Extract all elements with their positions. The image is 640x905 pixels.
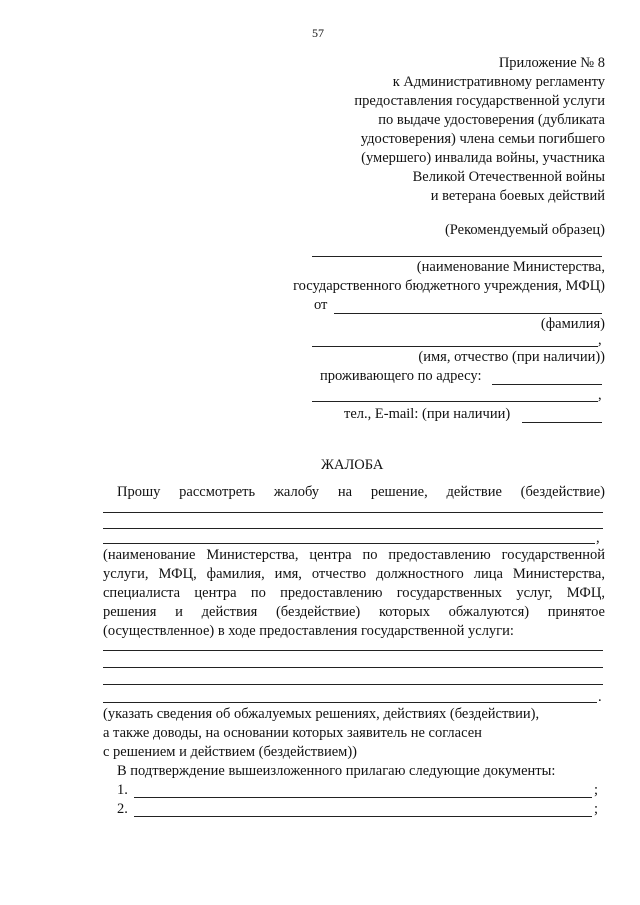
- hint-line: специалиста центра по предоставлению государственных услуг, МФЦ,: [103, 585, 605, 601]
- attachment-line[interactable]: [134, 797, 592, 798]
- action-line-4[interactable]: [103, 702, 597, 703]
- appendix-line: по выдаче удостоверения (дубликата: [378, 112, 605, 128]
- hint-line: услуги, МФЦ, фамилия, имя, отчество должностного лица Министерства,: [103, 566, 605, 582]
- document-title: ЖАЛОБА: [321, 457, 384, 473]
- name-line[interactable]: [312, 346, 598, 347]
- address-line-2[interactable]: [312, 401, 598, 402]
- body-comma: ,: [596, 530, 600, 546]
- hint-org-2: государственного бюджетного учреждения, МФЦ): [293, 278, 605, 294]
- appendix-line: Приложение № 8: [498, 55, 605, 71]
- action-line-2[interactable]: [103, 667, 603, 668]
- body-line-1[interactable]: [103, 512, 603, 513]
- phone-line[interactable]: [522, 422, 602, 423]
- address-comma: ,: [598, 387, 602, 403]
- attachment-number: 1.: [117, 782, 128, 798]
- attach-intro: В подтверждение вышеизложенного прилагаю следующие документы:: [117, 763, 556, 779]
- appendix-line: Великой Отечественной войны: [412, 169, 605, 185]
- hint-surname: (фамилия): [540, 316, 605, 332]
- action-line-3[interactable]: [103, 684, 603, 685]
- action-period: .: [598, 689, 602, 705]
- info-line: с решением и действием (бездействием)): [103, 744, 357, 760]
- address-label: проживающего по адресу:: [320, 368, 482, 384]
- hint-line: (наименование Министерства, центра по предоставлению государственной: [103, 547, 605, 563]
- hint-name: (имя, отчество (при наличии)): [418, 349, 605, 365]
- hint-org-1: (наименование Министерства,: [416, 259, 605, 275]
- page-number: 57: [312, 26, 324, 40]
- surname-line[interactable]: [334, 313, 602, 314]
- appendix-line: к Административному регламенту: [392, 74, 605, 90]
- body-line-2[interactable]: [103, 528, 603, 529]
- attachment-number: 2.: [117, 801, 128, 817]
- phone-label: тел., E-mail: (при наличии): [344, 406, 511, 422]
- body-line-3[interactable]: [103, 543, 595, 544]
- info-line: а также доводы, на основании которых заявитель не согласен: [103, 725, 482, 741]
- hint-line: (осуществленное) в ходе предоставления государственной услуги:: [103, 623, 514, 639]
- org-name-line[interactable]: [312, 256, 602, 257]
- hint-line: решения и действия (бездействие) которых обжалуются) принятое: [103, 604, 605, 620]
- appendix-line: удостоверения) члена семьи погибшего: [360, 131, 605, 147]
- attachment-line[interactable]: [134, 816, 592, 817]
- appendix-line: предоставления государственной услуги: [354, 93, 605, 109]
- from-label: от: [314, 297, 328, 313]
- appendix-line: (умершего) инвалида войны, участника: [361, 150, 605, 166]
- request-line: Прошу рассмотреть жалобу на решение, действие (бездействие): [117, 484, 605, 500]
- sample-note: (Рекомендуемый образец): [444, 222, 605, 238]
- appendix-line: и ветерана боевых действий: [430, 188, 605, 204]
- info-line: (указать сведения об обжалуемых решениях, действиях (бездействии),: [103, 706, 540, 722]
- address-line-1[interactable]: [492, 384, 602, 385]
- attachment-end: ;: [594, 782, 599, 798]
- name-comma: ,: [598, 332, 602, 348]
- action-line-1[interactable]: [103, 650, 603, 651]
- attachment-end: ;: [594, 801, 599, 817]
